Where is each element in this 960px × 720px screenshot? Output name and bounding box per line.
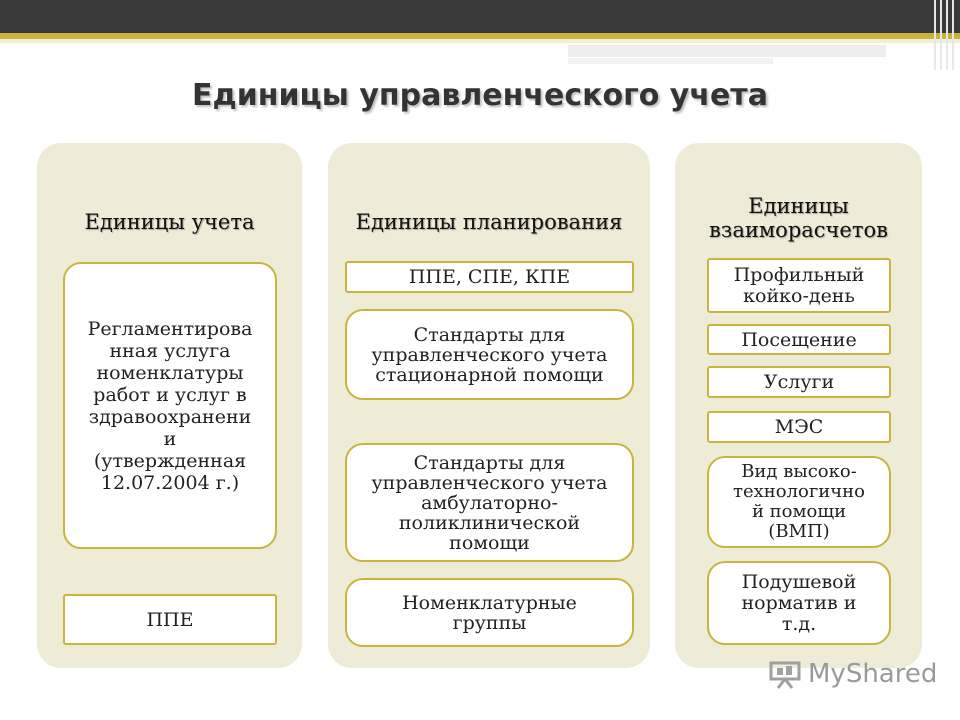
- box-regulated-service: Регламентирова нная услуга номенклатуры работ и услуг в здравоохранени и (утвержденная 12.07.2004 г.): [63, 262, 277, 549]
- box-profile-bed-day: Профильный койко-день: [707, 258, 891, 313]
- box-mes: МЭС: [707, 411, 891, 443]
- column-heading-settlement: Единицы взаиморасчетов: [709, 194, 888, 242]
- box-ppe: ППЕ: [63, 594, 277, 645]
- top-bar: [0, 0, 960, 33]
- box-nomenclature-groups: Номенклатурные группы: [345, 578, 634, 647]
- box-standards-outpatient: Стандарты для управленческого учета амбулаторно- поликлинической помощи: [345, 443, 634, 562]
- watermark-text: MyShared: [808, 659, 938, 689]
- box-visit: Посещение: [707, 324, 891, 355]
- presentation-icon: [768, 659, 802, 689]
- watermark: [768, 657, 937, 691]
- decorative-lines: [930, 0, 960, 70]
- box-ppe-spe-kpe: ППЕ, СПЕ, КПЕ: [345, 261, 634, 293]
- column-heading-accounting: Единицы учета: [84, 210, 255, 234]
- accent-line-secondary: [568, 58, 773, 64]
- box-high-tech-care: Вид высоко- технологично й помощи (ВМП): [707, 456, 891, 548]
- accent-line: [568, 45, 886, 57]
- light-stripe: [0, 39, 960, 43]
- box-per-capita-norm: Подушевой норматив и т.д.: [707, 561, 891, 645]
- box-services: Услуги: [707, 366, 891, 398]
- box-standards-inpatient: Стандарты для управленческого учета стационарной помощи: [345, 309, 634, 400]
- column-heading-planning: Единицы планирования: [355, 210, 623, 234]
- page-title: Единицы управленческого учета: [192, 78, 768, 113]
